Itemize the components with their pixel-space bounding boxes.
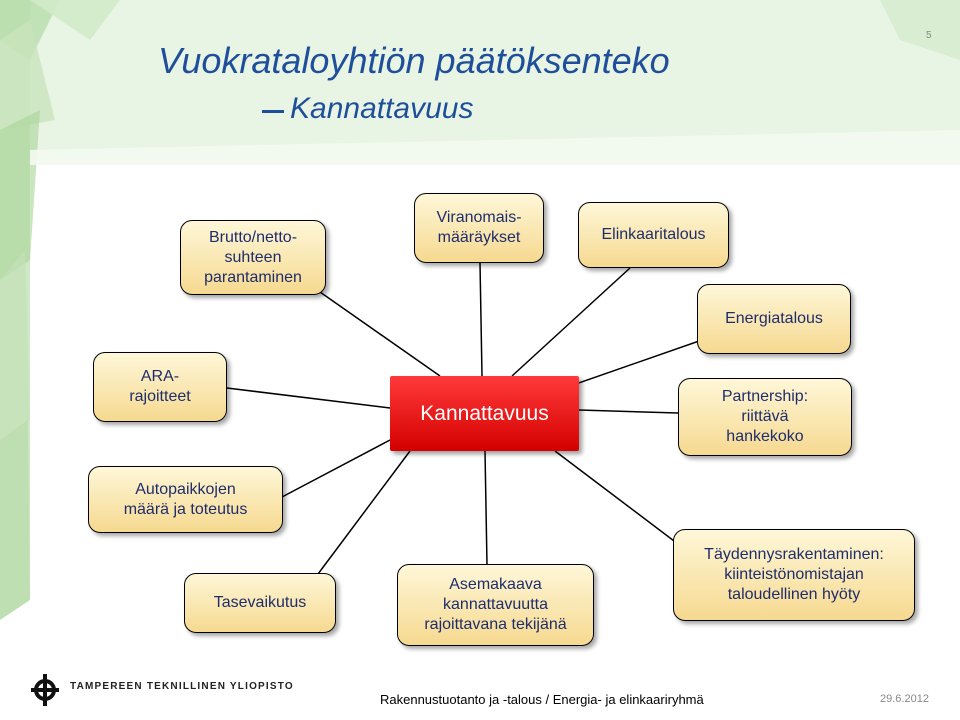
node-partnership: Partnership: riittävä hankekoko: [678, 378, 852, 456]
node-autopaikat: Autopaikkojen määrä ja toteutus: [88, 466, 283, 533]
connector-ara: [227, 388, 390, 408]
slide-title: Vuokrataloyhtiön päätöksenteko: [158, 40, 670, 81]
connector-brutto: [320, 292, 440, 376]
connector-taydennys: [555, 451, 682, 547]
footer-text: Rakennustuotanto ja -talous / Energia- ja elinkaariryhmä: [380, 692, 704, 707]
connector-tasevaikutus: [318, 451, 410, 574]
connector-autopaikat: [282, 440, 390, 497]
node-energia: Energiatalous: [697, 284, 851, 354]
connector-elinkaari: [512, 268, 630, 376]
university-logo-text: TAMPEREEN TEKNILLINEN YLIOPISTO: [70, 681, 294, 692]
connector-partnership: [579, 410, 678, 413]
node-kannattavuus: Kannattavuus: [390, 376, 579, 451]
node-ara: ARA- rajoitteet: [93, 352, 227, 422]
node-brutto: Brutto/netto- suhteen parantaminen: [180, 220, 326, 295]
node-asemakaava: Asemakaava kannattavuutta rajoittavana tekijänä: [397, 564, 594, 646]
university-logo-icon: [30, 672, 60, 708]
node-tasevaikutus: Tasevaikutus: [184, 573, 336, 633]
connector-viranomais: [480, 263, 482, 376]
node-viranomais: Viranomais- määräykset: [414, 193, 544, 263]
node-taydennys: Täydennysrakentaminen: kiinteistönomistajan taloudellinen hyöty: [673, 529, 915, 621]
node-elinkaari: Elinkaaritalous: [578, 202, 729, 268]
footer-date: 29.6.2012: [880, 693, 929, 705]
connector-asemakaava: [485, 451, 487, 565]
page-number: 5: [926, 30, 932, 41]
slide-subtitle: Kannattavuus: [290, 92, 474, 125]
